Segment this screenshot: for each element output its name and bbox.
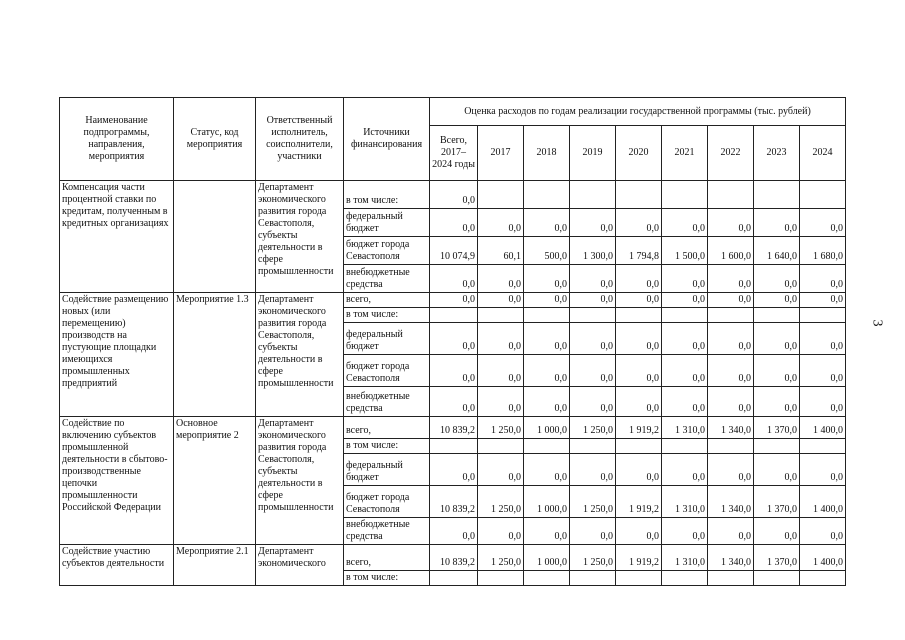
row-total: 10 074,9	[430, 237, 478, 265]
row-value	[524, 439, 570, 454]
row-value	[708, 181, 754, 209]
row-value: 500,0	[524, 237, 570, 265]
row-value: 0,0	[524, 518, 570, 545]
row-value: 0,0	[478, 454, 524, 486]
row-source: в том числе:	[344, 439, 430, 454]
header-sources: Источники финансирования	[344, 98, 430, 181]
row-value: 0,0	[708, 518, 754, 545]
row-total	[430, 439, 478, 454]
row-value: 0,0	[616, 209, 662, 237]
row-responsible: Департамент экономического развития города Севастополя, субъекты деятельности в сфере промышленности	[256, 293, 344, 417]
row-name: Компенсация части процентной ставки по кредитам, полученным в кредитных организациях	[60, 181, 174, 293]
row-value: 1 250,0	[478, 486, 524, 518]
row-value: 0,0	[478, 355, 524, 387]
row-value	[800, 308, 846, 323]
row-value: 0,0	[524, 265, 570, 293]
header-status: Статус, код мероприятия	[174, 98, 256, 181]
row-value: 1 340,0	[708, 486, 754, 518]
row-name: Содействие размещению новых (или перемещению) производств на пустующие площадки имеющихся промышленных предприятий	[60, 293, 174, 417]
row-value: 0,0	[800, 209, 846, 237]
row-value: 0,0	[662, 265, 708, 293]
row-source: федеральный бюджет	[344, 454, 430, 486]
row-source: федеральный бюджет	[344, 209, 430, 237]
row-value: 1 340,0	[708, 417, 754, 439]
row-value: 1 300,0	[570, 237, 616, 265]
row-value	[662, 571, 708, 586]
row-value: 1 370,0	[754, 417, 800, 439]
row-value	[708, 571, 754, 586]
row-value: 0,0	[708, 454, 754, 486]
row-value: 1 250,0	[570, 545, 616, 571]
row-value: 0,0	[616, 518, 662, 545]
row-source: федеральный бюджет	[344, 323, 430, 355]
row-value	[616, 439, 662, 454]
row-value	[570, 439, 616, 454]
row-value	[478, 181, 524, 209]
row-value: 1 400,0	[800, 486, 846, 518]
header-year: 2019	[570, 126, 616, 181]
row-status: Мероприятие 2.1	[174, 545, 256, 586]
table-row	[60, 181, 846, 209]
row-value: 0,0	[800, 387, 846, 417]
row-value	[708, 308, 754, 323]
row-value: 1 250,0	[478, 545, 524, 571]
row-value: 0,0	[662, 518, 708, 545]
header-year: 2021	[662, 126, 708, 181]
row-responsible: Департамент экономического развития города Севастополя, субъекты деятельности в сфере промышленности	[256, 417, 344, 545]
row-value: 0,0	[800, 355, 846, 387]
row-value	[616, 308, 662, 323]
row-value: 0,0	[800, 518, 846, 545]
row-total	[430, 308, 478, 323]
row-source: внебюджетные средства	[344, 518, 430, 545]
header-name: Наименование подпрограммы, направления, мероприятия	[60, 98, 174, 181]
table-row	[60, 545, 846, 571]
row-value: 0,0	[570, 323, 616, 355]
row-total: 0,0	[430, 323, 478, 355]
row-source: внебюджетные средства	[344, 265, 430, 293]
row-value: 0,0	[800, 293, 846, 308]
row-value: 0,0	[570, 355, 616, 387]
row-value	[708, 439, 754, 454]
row-value: 0,0	[616, 265, 662, 293]
row-value: 0,0	[754, 209, 800, 237]
row-value	[616, 571, 662, 586]
row-value: 0,0	[524, 387, 570, 417]
row-value: 1 250,0	[570, 486, 616, 518]
row-value: 0,0	[754, 387, 800, 417]
row-value	[662, 308, 708, 323]
row-value: 1 000,0	[524, 486, 570, 518]
row-source: внебюджетные средства	[344, 387, 430, 417]
row-value: 0,0	[708, 323, 754, 355]
row-value: 1 919,2	[616, 417, 662, 439]
row-value: 0,0	[662, 355, 708, 387]
row-value: 0,0	[754, 454, 800, 486]
row-value: 1 370,0	[754, 545, 800, 571]
row-value: 0,0	[708, 355, 754, 387]
row-value	[662, 181, 708, 209]
row-value	[524, 181, 570, 209]
row-value: 0,0	[478, 265, 524, 293]
row-value	[800, 181, 846, 209]
header-total: Всего, 2017–2024 годы	[430, 126, 478, 181]
row-value: 0,0	[478, 293, 524, 308]
row-source: всего,	[344, 417, 430, 439]
row-source: в том числе:	[344, 308, 430, 323]
row-value	[754, 571, 800, 586]
row-total: 10 839,2	[430, 545, 478, 571]
row-value: 1 250,0	[570, 417, 616, 439]
row-value: 0,0	[616, 387, 662, 417]
row-value: 0,0	[800, 454, 846, 486]
row-value	[616, 181, 662, 209]
table-row	[60, 293, 846, 308]
row-responsible: Департамент экономического развития города Севастополя, субъекты деятельности в сфере промышленности	[256, 181, 344, 293]
header-year: 2018	[524, 126, 570, 181]
row-total: 0,0	[430, 355, 478, 387]
row-total: 10 839,2	[430, 417, 478, 439]
row-value	[754, 308, 800, 323]
row-value: 0,0	[754, 518, 800, 545]
row-value	[570, 571, 616, 586]
row-value: 1 640,0	[754, 237, 800, 265]
header-responsible: Ответственный исполнитель, соисполнители, участники	[256, 98, 344, 181]
header-year: 2022	[708, 126, 754, 181]
table-row	[60, 417, 846, 439]
row-total: 0,0	[430, 454, 478, 486]
row-status	[174, 181, 256, 293]
row-source: всего,	[344, 545, 430, 571]
row-value: 1 794,8	[616, 237, 662, 265]
row-value: 0,0	[708, 209, 754, 237]
header-year: 2023	[754, 126, 800, 181]
row-value: 0,0	[754, 265, 800, 293]
row-value	[570, 308, 616, 323]
row-value: 0,0	[800, 265, 846, 293]
row-value: 0,0	[524, 355, 570, 387]
row-total: 0,0	[430, 518, 478, 545]
row-value: 0,0	[524, 454, 570, 486]
row-value	[800, 571, 846, 586]
row-value: 1 310,0	[662, 417, 708, 439]
row-value: 1 919,2	[616, 545, 662, 571]
row-value: 0,0	[570, 387, 616, 417]
row-value	[570, 181, 616, 209]
row-total: 0,0	[430, 181, 478, 209]
row-value: 0,0	[570, 265, 616, 293]
row-value: 1 370,0	[754, 486, 800, 518]
row-value: 0,0	[478, 323, 524, 355]
row-value: 1 600,0	[708, 237, 754, 265]
row-total	[430, 571, 478, 586]
row-value: 0,0	[662, 454, 708, 486]
row-name: Содействие участию субъектов деятельности	[60, 545, 174, 586]
row-source: в том числе:	[344, 181, 430, 209]
row-source: бюджет города Севастополя	[344, 486, 430, 518]
row-total: 10 839,2	[430, 486, 478, 518]
row-value	[754, 181, 800, 209]
row-value: 0,0	[616, 454, 662, 486]
row-value: 0,0	[570, 293, 616, 308]
header-estimate: Оценка расходов по годам реализации государственной программы (тыс. рублей)	[430, 98, 846, 126]
header-year: 2017	[478, 126, 524, 181]
row-value: 1 000,0	[524, 417, 570, 439]
row-value: 0,0	[754, 323, 800, 355]
header-year: 2020	[616, 126, 662, 181]
row-value: 1 310,0	[662, 486, 708, 518]
row-value	[478, 308, 524, 323]
row-value: 1 310,0	[662, 545, 708, 571]
row-value: 0,0	[708, 265, 754, 293]
row-value: 0,0	[616, 293, 662, 308]
row-value: 0,0	[662, 209, 708, 237]
row-total: 0,0	[430, 293, 478, 308]
row-value: 60,1	[478, 237, 524, 265]
row-value: 0,0	[708, 293, 754, 308]
row-value	[754, 439, 800, 454]
row-value: 0,0	[754, 355, 800, 387]
row-value: 0,0	[662, 387, 708, 417]
row-value: 0,0	[524, 323, 570, 355]
row-value	[662, 439, 708, 454]
row-value: 0,0	[616, 323, 662, 355]
row-value: 0,0	[570, 454, 616, 486]
row-value: 1 400,0	[800, 417, 846, 439]
row-value: 0,0	[754, 293, 800, 308]
row-value: 1 919,2	[616, 486, 662, 518]
row-value	[800, 439, 846, 454]
row-status: Основное мероприятие 2	[174, 417, 256, 545]
row-value	[478, 439, 524, 454]
row-value: 1 250,0	[478, 417, 524, 439]
row-value: 1 500,0	[662, 237, 708, 265]
row-value: 0,0	[708, 387, 754, 417]
row-value: 1 400,0	[800, 545, 846, 571]
page-number: 3	[869, 319, 885, 327]
row-value: 0,0	[662, 293, 708, 308]
row-source: бюджет города Севастополя	[344, 237, 430, 265]
row-value: 0,0	[524, 293, 570, 308]
row-total: 0,0	[430, 265, 478, 293]
row-value: 0,0	[478, 209, 524, 237]
row-value	[524, 308, 570, 323]
row-value: 0,0	[616, 355, 662, 387]
row-value: 0,0	[524, 209, 570, 237]
row-value: 0,0	[478, 387, 524, 417]
row-value: 1 680,0	[800, 237, 846, 265]
row-value	[524, 571, 570, 586]
row-value	[478, 571, 524, 586]
row-value: 0,0	[662, 323, 708, 355]
row-source: в том числе:	[344, 571, 430, 586]
row-name: Содействие по включению субъектов промышленной деятельности в сбытово-производственные цепочки промышленности Российской Федерации	[60, 417, 174, 545]
row-value: 1 000,0	[524, 545, 570, 571]
row-total: 0,0	[430, 387, 478, 417]
row-source: всего,	[344, 293, 430, 308]
row-value: 0,0	[800, 323, 846, 355]
row-total: 0,0	[430, 209, 478, 237]
row-source: бюджет города Севастополя	[344, 355, 430, 387]
row-responsible: Департамент экономического	[256, 545, 344, 586]
row-status: Мероприятие 1.3	[174, 293, 256, 417]
row-value: 0,0	[478, 518, 524, 545]
row-value: 0,0	[570, 518, 616, 545]
header-year: 2024	[800, 126, 846, 181]
expense-table	[59, 97, 846, 586]
row-value: 0,0	[570, 209, 616, 237]
row-value: 1 340,0	[708, 545, 754, 571]
